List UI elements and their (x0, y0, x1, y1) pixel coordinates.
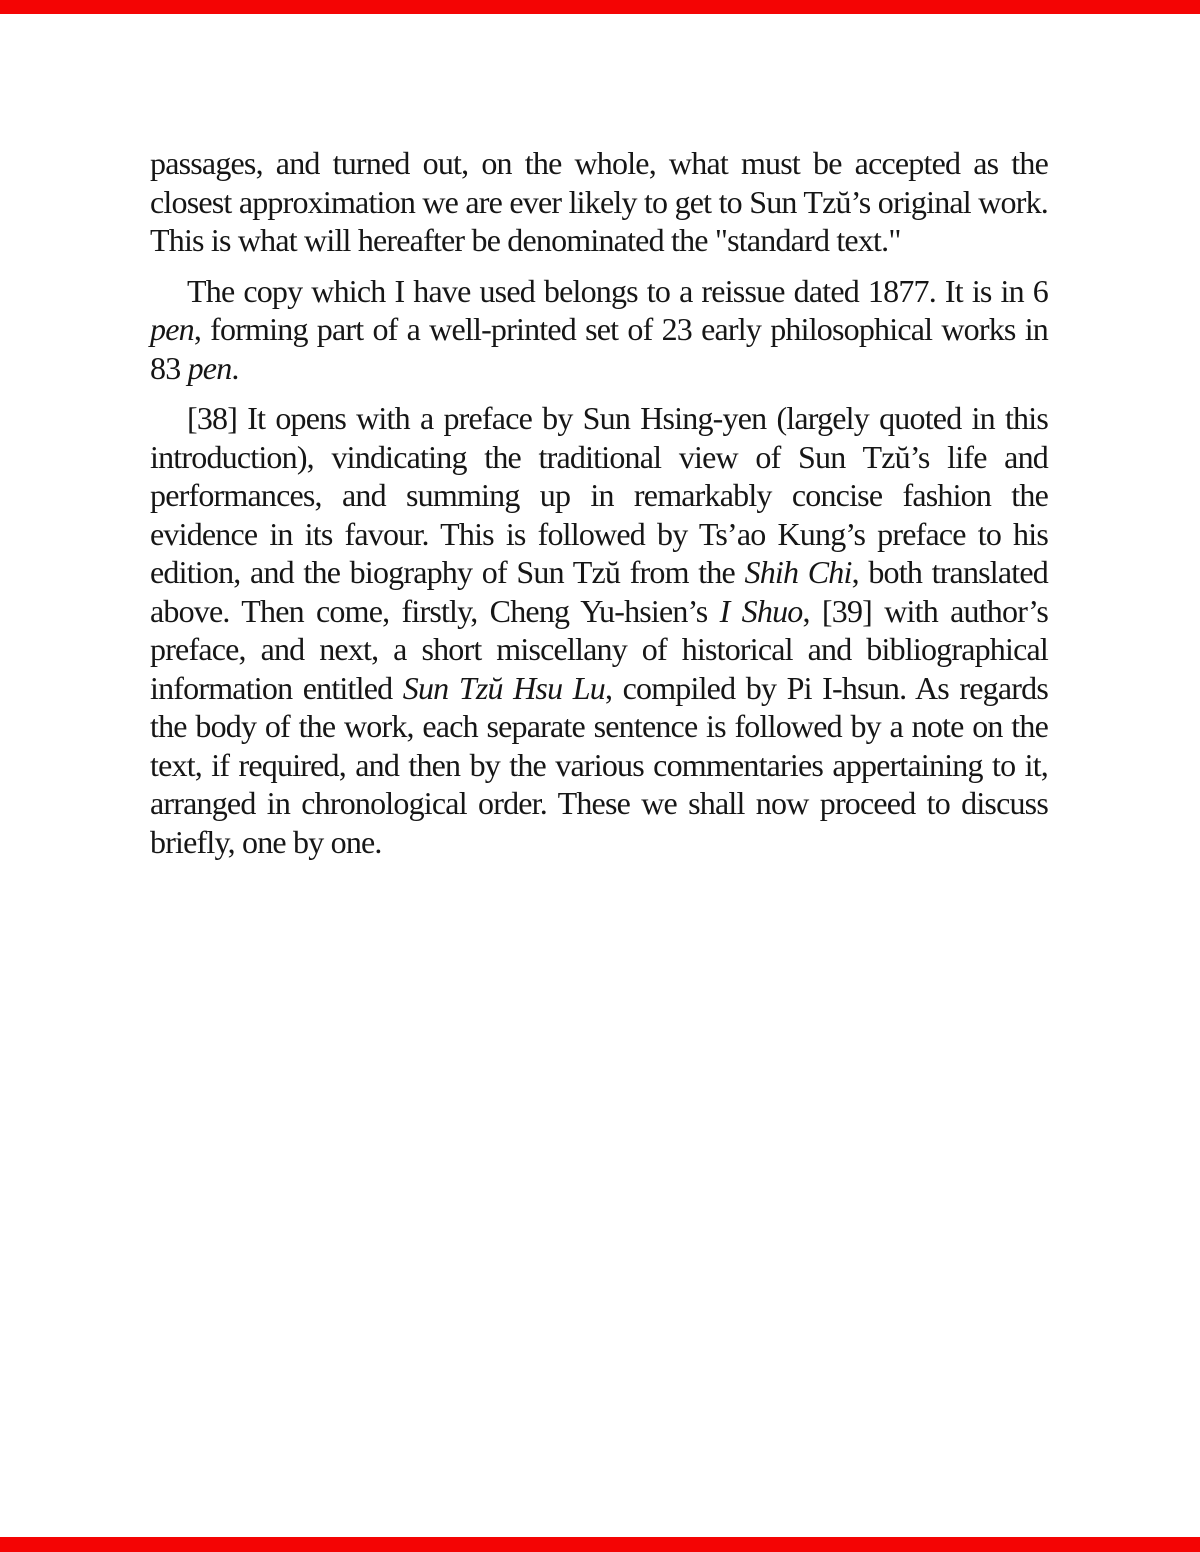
text-run: , compiled by Pi I-hsun. As regards the body of the work, each separate sentence is followed by a note on the text, if required, and then by the various commentaries appertaining to it, arranged in chronological order. These we shall now proceed to discuss briefly, one by one. (150, 669, 1048, 860)
text-run-italic: pen (187, 349, 232, 386)
text-run-italic: Shih Chi (744, 554, 852, 590)
text-run: , [39] with author’s preface, and next, a short miscellany of historical and bibliographical information entitled (150, 592, 1048, 706)
paragraph (150, 272, 1048, 388)
document-page (150, 144, 1048, 861)
text-run: , both translated above. Then come, firstly, Cheng Yu-hsien’s (150, 554, 1048, 629)
text-run: [38] It opens with a preface by Sun Hsing-yen (largely quoted in this introduction), vindicating the traditional view of Sun Tzŭ’s life and performances, and summing up in remarkably concise fashion the evidence in its favour. This is followed by Ts’ao Kung’s preface to his edition, and the biography of Sun Tzŭ from the (150, 400, 1048, 590)
capture-border-bottom (0, 1537, 1200, 1552)
text-run: . (231, 349, 239, 386)
text-run: , forming part of a well-printed set of 23 early philosophical works in 83 (150, 311, 1048, 386)
paragraph (150, 399, 1048, 861)
text-run: The copy which I have used belongs to a reissue dated 1877. It is in 6 (187, 272, 1048, 309)
text-run-italic: Sun Tzŭ Hsu Lu (402, 669, 605, 706)
text-run: passages, and turned out, on the whole, what must be accepted as the closest approximation we are ever likely to get to Sun Tzŭ’s original work. This is what will hereafter be denominated the "standard text." (150, 145, 1048, 258)
text-run-italic: I Shuo (719, 592, 803, 629)
paragraph (150, 144, 1048, 260)
capture-border-top (0, 0, 1200, 14)
text-run-italic: pen (150, 311, 194, 347)
